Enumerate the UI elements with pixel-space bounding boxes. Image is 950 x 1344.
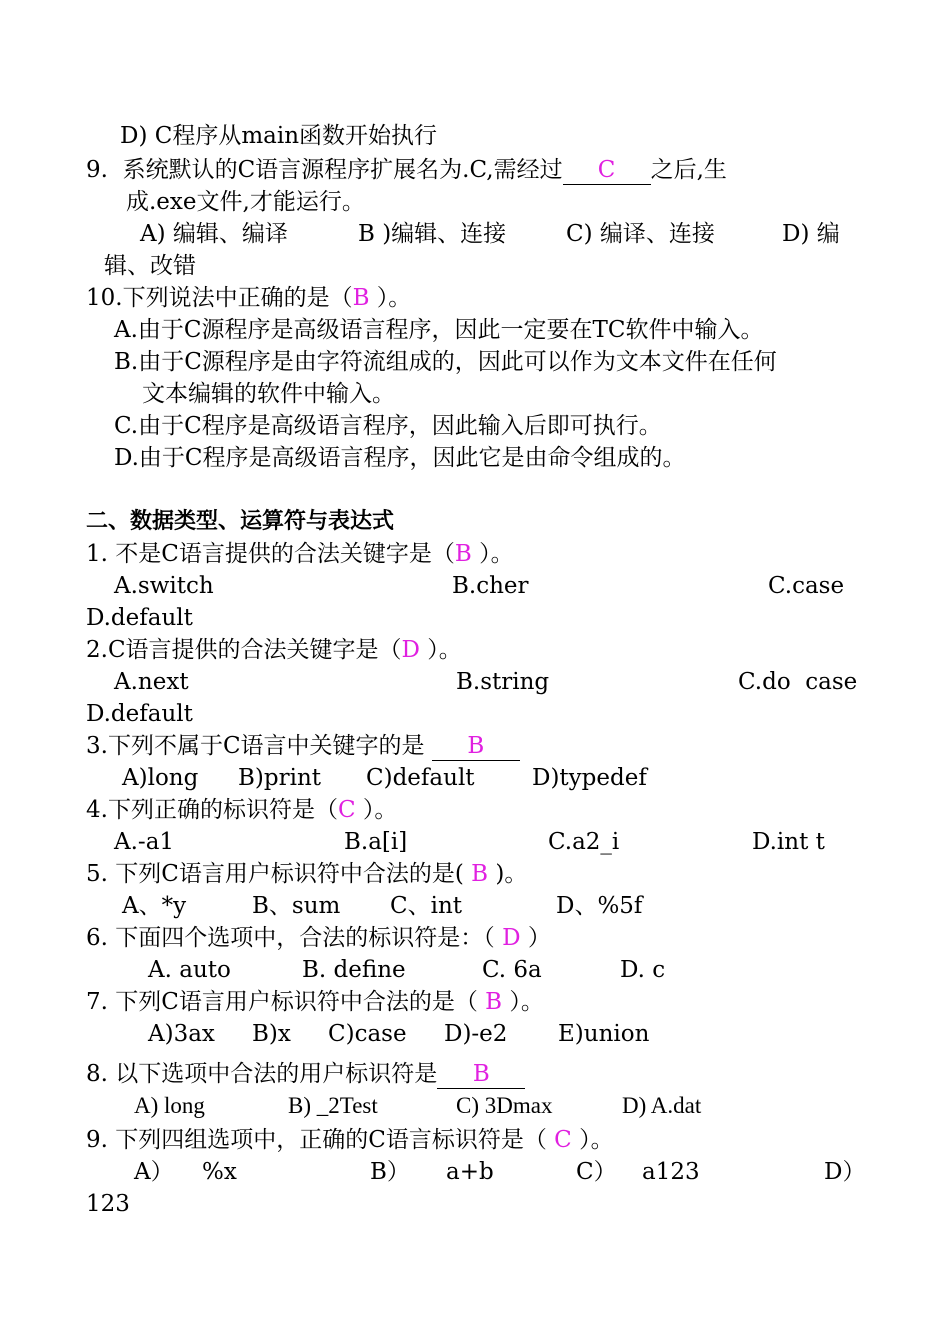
- q8-option-d: D) C程序从main函数开始执行: [120, 123, 438, 149]
- question-text: 9. 下列四组选项中，正确的C语言标识符是（: [86, 1127, 547, 1153]
- q10-option-b-continued: 文本编辑的软件中输入。: [142, 381, 395, 407]
- q9-option-d-continued: 辑、改错: [104, 253, 196, 279]
- question-text: 8. 以下选项中合法的用户标识符是: [86, 1061, 438, 1087]
- c2-q5-option-b: B、sum: [252, 893, 341, 919]
- answer-value: C: [337, 797, 356, 823]
- q10-stem: [86, 282, 411, 314]
- question-text: 2.C语言提供的合法关键字是（: [86, 637, 402, 663]
- c2-q2-option-d: D.default: [86, 701, 193, 727]
- question-text-after: ）。: [420, 637, 462, 663]
- c2-q8-option-c: C) 3Dmax: [456, 1093, 553, 1118]
- question-text-after: ）。: [355, 797, 398, 823]
- c2-q9-option-c-value: a123: [642, 1159, 700, 1185]
- c2-q9-option-a-value: %x: [202, 1159, 237, 1185]
- c2-q6-option-b: B. define: [302, 957, 406, 983]
- c2-q9-option-b-value: a+b: [446, 1159, 494, 1185]
- c2-q2-option-a: A.next: [114, 669, 189, 695]
- c2-q3-option-a: A)long: [122, 765, 199, 791]
- c2-q9-option-d-label: D）: [824, 1159, 866, 1185]
- c2-q1-option-a: A.switch: [114, 573, 214, 599]
- c2-q1-option-c: C.case: [768, 573, 845, 599]
- c2-q7-stem: [86, 986, 544, 1018]
- q10-option-c: C.由于C程序是高级语言程序，因此输入后即可执行。: [114, 413, 662, 439]
- c2-q3-option-b: B)print: [238, 765, 322, 791]
- c2-q7-option-b: B)x: [252, 1021, 291, 1047]
- c2-q5-option-c: C、int: [390, 893, 463, 919]
- c2-q3-stem: [86, 730, 520, 762]
- q10-option-a: A.由于C源程序是高级语言程序，因此一定要在TC软件中输入。: [114, 317, 764, 343]
- c2-q4-option-b: B.a[i]: [344, 829, 408, 855]
- c2-q6-option-a: A. auto: [148, 957, 231, 983]
- answer-value: B: [352, 285, 370, 311]
- question-number: 9.: [86, 157, 108, 183]
- c2-q7-option-d: D)-e2: [444, 1021, 508, 1047]
- q9-option-b: B )编辑、连接: [358, 221, 507, 247]
- question-text: 7. 下列C语言用户标识符中合法的是（: [86, 989, 478, 1015]
- answer-value: C: [597, 157, 616, 183]
- question-text-after: ）。: [471, 541, 514, 567]
- question-text-after: ）: [527, 925, 551, 951]
- answer-value: B: [467, 733, 485, 759]
- question-text-after: ）。: [571, 1127, 614, 1153]
- c2-q2-option-b: B.string: [456, 669, 550, 695]
- c2-q1-option-d: D.default: [86, 605, 193, 631]
- c2-q2-option-c: C.do case: [738, 669, 858, 695]
- c2-q5-stem: [86, 858, 527, 890]
- answer-value: B: [454, 541, 472, 567]
- answer-value: B: [471, 861, 489, 887]
- question-text: 6. 下面四个选项中，合法的标识符是：（: [86, 925, 495, 951]
- question-text: 1. 不是C语言提供的合法关键字是（: [86, 541, 455, 567]
- c2-q7-option-e: E)union: [558, 1021, 650, 1047]
- section-heading: 二、数据类型、运算符与表达式: [86, 509, 395, 534]
- c2-q6-option-c: C. 6a: [482, 957, 542, 983]
- q9-option-d: D) 编: [782, 221, 840, 247]
- q9-stem-continued: 成.exe文件,才能运行。: [126, 189, 365, 215]
- q10-option-b: B.由于C源程序是由字符流组成的，因此可以作为文本文件在任何: [114, 349, 777, 375]
- c2-q6-option-d: D. c: [620, 957, 666, 983]
- c2-q9-stem: [86, 1124, 614, 1156]
- question-text-after: ）。: [369, 285, 412, 311]
- c2-q1-stem: [86, 538, 514, 570]
- c2-q9-option-d-value: 123: [86, 1191, 130, 1217]
- c2-q8-stem: [86, 1058, 525, 1090]
- c2-q3-option-c: C)default: [366, 765, 475, 791]
- c2-q4-option-d: D.int t: [752, 829, 825, 855]
- c2-q4-option-c: C.a2_i: [548, 829, 620, 855]
- c2-q3-option-d: D)typedef: [532, 765, 647, 791]
- answer-value: D: [401, 637, 420, 663]
- c2-q4-option-a: A.-a1: [114, 829, 175, 855]
- c2-q8-option-a: A) long: [134, 1093, 205, 1118]
- c2-q6-stem: [86, 922, 551, 954]
- question-text: 5. 下列C语言用户标识符中合法的是(: [86, 861, 464, 887]
- c2-q4-stem: [86, 794, 397, 826]
- c2-q7-option-a: A)3ax: [148, 1021, 215, 1047]
- c2-q9-option-b-label: B）: [370, 1159, 410, 1185]
- q9-option-a: A) 编辑、编译: [140, 221, 288, 247]
- question-text-after: )。: [488, 861, 528, 887]
- c2-q5-option-d: D、%5f: [556, 893, 643, 919]
- c2-q5-option-a: A、*y: [122, 893, 187, 919]
- c2-q1-option-b: B.cher: [452, 573, 529, 599]
- answer-value: C: [554, 1127, 572, 1153]
- q9-option-c: C) 编译、连接: [566, 221, 715, 247]
- answer-value: B: [472, 1061, 490, 1087]
- answer-blank: [432, 732, 520, 761]
- c2-q8-option-d: D) A.dat: [622, 1093, 702, 1118]
- answer-value: B: [485, 989, 503, 1015]
- answer-blank: [563, 156, 651, 185]
- c2-q9-option-a-label: A）: [134, 1159, 174, 1185]
- c2-q8-option-b: B) _2Test: [288, 1093, 378, 1118]
- answer-blank: [437, 1060, 525, 1089]
- q10-option-d: D.由于C程序是高级语言程序，因此它是由命令组成的。: [114, 445, 686, 471]
- c2-q9-option-c-label: C）: [576, 1159, 617, 1185]
- question-text: 4.下列正确的标识符是（: [86, 797, 338, 823]
- question-text: 系统默认的C语言源程序扩展名为.C,需经过: [122, 157, 563, 183]
- question-text-after: 之后,生: [650, 157, 727, 183]
- c2-q7-option-c: C)case: [328, 1021, 407, 1047]
- c2-q2-stem: [86, 634, 462, 666]
- answer-value: D: [502, 925, 521, 951]
- q9-stem: [86, 154, 727, 186]
- question-text: 10.下列说法中正确的是（: [86, 285, 353, 311]
- question-text-after: ）。: [509, 989, 544, 1015]
- question-text: 3.下列不属于C语言中关键字的是: [86, 733, 425, 759]
